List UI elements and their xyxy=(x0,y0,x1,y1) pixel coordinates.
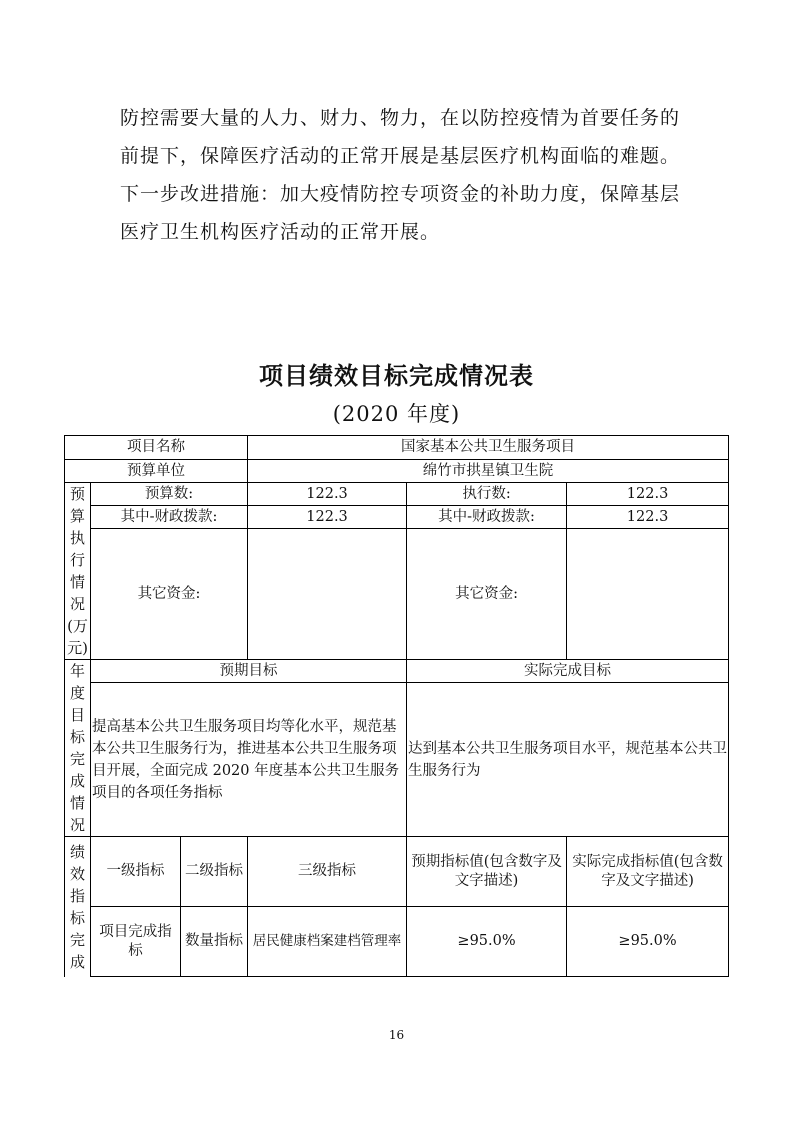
budget-unit-value: 绵竹市拱星镇卫生院 xyxy=(248,460,729,483)
project-name-value: 国家基本公共卫生服务项目 xyxy=(248,436,729,460)
paragraph-line: 防控需要大量的人力、财力、物力，在以防控疫情为首要任务的 xyxy=(120,107,681,129)
budget-exec-label xyxy=(65,483,91,660)
row-level1: 项目完成指标 xyxy=(91,907,181,977)
annual-goal-char: 目 xyxy=(69,706,85,724)
budget-exec-char: 元) xyxy=(67,639,88,657)
expected-goal-header: 预期目标 xyxy=(91,660,407,683)
table-row xyxy=(65,837,729,907)
annual-goal-char: 完 xyxy=(69,750,85,768)
project-name-label: 项目名称 xyxy=(65,436,248,460)
row-actual: ≥95.0% xyxy=(567,907,729,977)
annual-goal-char: 情 xyxy=(69,794,85,812)
row-level3: 居民健康档案建档管理率 xyxy=(248,907,407,977)
paragraph-line: 下一步改进措施：加大疫情防控专项资金的补助力度，保障基层 xyxy=(120,183,681,205)
table-row xyxy=(65,506,729,529)
budget-exec-char: 情 xyxy=(69,573,85,591)
actual-goal-text: 达到基本公共卫生服务项目水平，规范基本公共卫生服务行为 xyxy=(407,683,729,837)
budget-exec-char: 况 xyxy=(69,595,85,613)
table-subtitle: (2020 年度) xyxy=(332,402,461,426)
budget-value: 122.3 xyxy=(248,483,407,506)
table-row xyxy=(65,483,729,506)
other-funds-value xyxy=(248,529,407,660)
exec-label: 执行数: xyxy=(407,483,567,506)
table-row xyxy=(65,460,729,483)
performance-table xyxy=(64,435,729,977)
annual-goal-char: 标 xyxy=(69,728,85,746)
row-expected: ≥95.0% xyxy=(407,907,567,977)
budget-exec-char: (万 xyxy=(67,617,88,635)
table-row xyxy=(65,436,729,460)
actual-goal-header: 实际完成目标 xyxy=(407,660,729,683)
other-funds-label: 其它资金: xyxy=(91,529,248,660)
perf-label xyxy=(65,837,91,977)
budget-label: 预算数: xyxy=(91,483,248,506)
annual-goal-label xyxy=(65,660,91,837)
expected-goal-text: 提高基本公共卫生服务项目均等化水平，规范基本公共卫生服务行为，推进基本公共卫生服务项目开展，全面完成 2020 年度基本公共卫生服务项目的各项任务指标 xyxy=(91,683,407,837)
perf-char: 成 xyxy=(69,952,85,971)
annual-goal-char: 年 xyxy=(69,662,85,680)
perf-char: 指 xyxy=(69,886,85,905)
expected-value-header: 预期指标值(包含数字及文字描述) xyxy=(407,837,567,907)
perf-char: 效 xyxy=(69,864,85,883)
page-number: 16 xyxy=(388,1028,405,1042)
budget-unit-label: 预算单位 xyxy=(65,460,248,483)
row-level2: 数量指标 xyxy=(181,907,248,977)
actual-value-header: 实际完成指标值(包含数字及文字描述) xyxy=(567,837,729,907)
table-row xyxy=(65,660,729,683)
fiscal-value: 122.3 xyxy=(567,506,729,529)
budget-exec-char: 执 xyxy=(69,529,85,547)
perf-char: 完 xyxy=(69,930,85,949)
level2-header: 二级指标 xyxy=(181,837,248,907)
table-title: 项目绩效目标完成情况表 xyxy=(259,362,534,390)
level1-header: 一级指标 xyxy=(91,837,181,907)
budget-exec-char: 算 xyxy=(69,507,85,525)
fiscal-label: 其中-财政拨款: xyxy=(91,506,248,529)
paragraph-line: 前提下，保障医疗活动的正常开展是基层医疗机构面临的难题。 xyxy=(120,145,681,167)
perf-char: 标 xyxy=(69,908,85,927)
fiscal-label: 其中-财政拨款: xyxy=(407,506,567,529)
table-row xyxy=(65,683,729,837)
other-funds-value xyxy=(567,529,729,660)
budget-exec-char: 行 xyxy=(69,551,85,569)
table-row xyxy=(65,907,729,977)
paragraph-line: 医疗卫生机构医疗活动的正常开展。 xyxy=(120,221,441,243)
other-funds-label: 其它资金: xyxy=(407,529,567,660)
annual-goal-char: 况 xyxy=(69,816,85,834)
annual-goal-char: 成 xyxy=(69,772,85,790)
exec-value: 122.3 xyxy=(567,483,729,506)
fiscal-value: 122.3 xyxy=(248,506,407,529)
body-paragraph xyxy=(120,99,690,251)
level3-header: 三级指标 xyxy=(248,837,407,907)
table-row xyxy=(65,529,729,660)
annual-goal-char: 度 xyxy=(69,684,85,702)
perf-char: 绩 xyxy=(69,842,85,861)
budget-exec-char: 预 xyxy=(69,485,85,503)
